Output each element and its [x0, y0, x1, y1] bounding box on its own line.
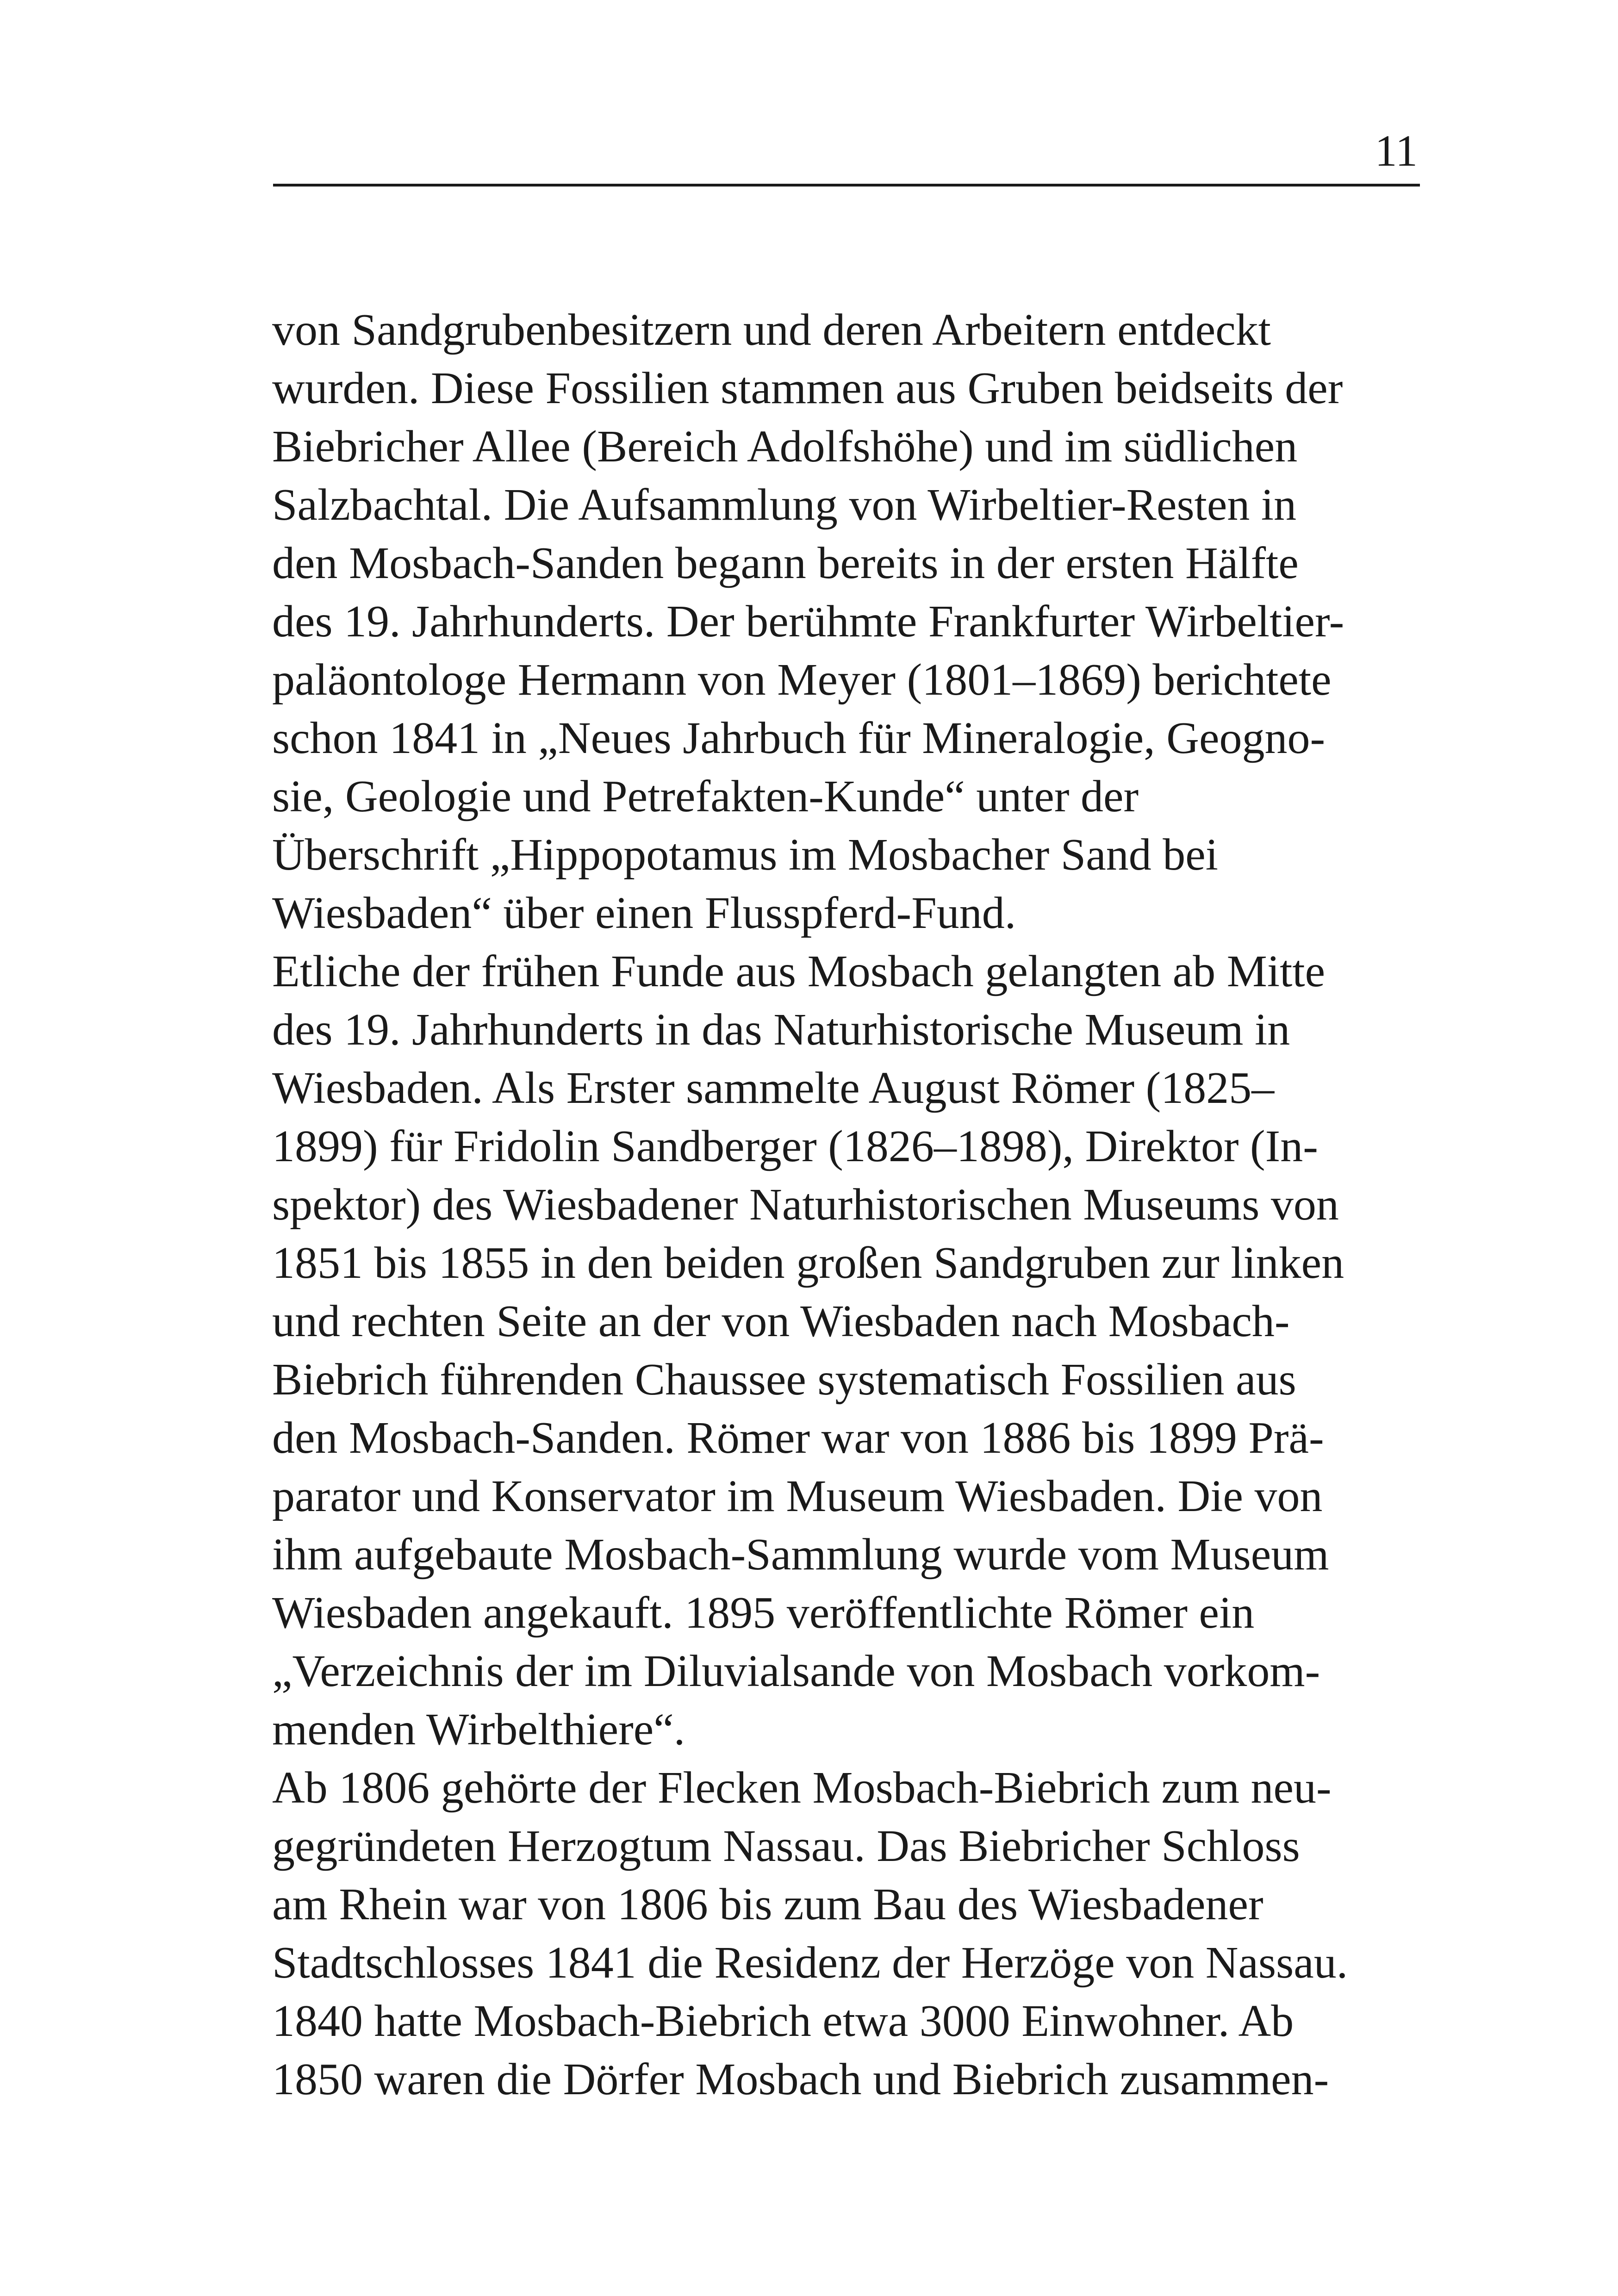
text-line: ihm aufgebaute Mosbach-Sammlung wurde vom Museum: [272, 1530, 1329, 1580]
text-line: den Mosbach-Sanden begann bereits in der ersten Hälfte: [272, 538, 1299, 588]
text-line: parator und Konservator im Museum Wiesbaden. Die von: [272, 1471, 1323, 1521]
text-line: 1840 hatte Mosbach-Biebrich etwa 3000 Einwohner. Ab: [272, 1996, 1294, 2046]
text-line: und rechten Seite an der von Wiesbaden nach Mosbach-: [272, 1296, 1290, 1346]
text-line: des 19. Jahrhunderts. Der berühmte Frankfurter Wirbeltier-: [272, 597, 1344, 647]
text-line: schon 1841 in „Neues Jahrbuch für Mineralogie, Geogno-: [272, 713, 1326, 763]
body-text: [272, 301, 1425, 2109]
text-line: Ab 1806 gehörte der Flecken Mosbach-Biebrich zum neu-: [272, 1763, 1332, 1813]
text-line: „Verzeichnis der im Diluvialsande von Mosbach vorkom-: [272, 1646, 1320, 1696]
header-rule: [273, 184, 1420, 187]
text-line: 1899) für Fridolin Sandberger (1826–1898), Direktor (In-: [272, 1121, 1318, 1171]
text-line: Biebrich führenden Chaussee systematisch Fossilien aus: [272, 1355, 1296, 1405]
text-line: Wiesbaden angekauft. 1895 veröffentlichte Römer ein: [272, 1588, 1255, 1638]
text-line: Etliche der frühen Funde aus Mosbach gelangten ab Mitte: [272, 946, 1326, 996]
text-line: sie, Geologie und Petrefakten-Kunde“ unter der: [272, 772, 1139, 821]
text-line: des 19. Jahrhunderts in das Naturhistorische Museum in: [272, 1005, 1290, 1055]
text-line: wurden. Diese Fossilien stammen aus Gruben beidseits der: [272, 363, 1343, 413]
text-line: am Rhein war von 1806 bis zum Bau des Wiesbadener: [272, 1879, 1263, 1929]
text-line: den Mosbach-Sanden. Römer war von 1886 bis 1899 Prä-: [272, 1413, 1324, 1463]
text-line: Stadtschlosses 1841 die Residenz der Herzöge von Nassau.: [272, 1938, 1348, 1988]
text-line: Wiesbaden“ über einen Flusspferd-Fund.: [272, 888, 1016, 938]
text-line: 1850 waren die Dörfer Mosbach und Biebrich zusammen-: [272, 2054, 1329, 2104]
text-line: Wiesbaden. Als Erster sammelte August Römer (1825–: [272, 1063, 1275, 1113]
text-line: paläontologe Hermann von Meyer (1801–1869) berichtete: [272, 655, 1332, 705]
text-line: spektor) des Wiesbadener Naturhistorischen Museums von: [272, 1180, 1339, 1230]
text-line: von Sandgrubenbesitzern und deren Arbeitern entdeckt: [272, 305, 1271, 355]
text-line: gegründeten Herzogtum Nassau. Das Biebricher Schloss: [272, 1821, 1300, 1871]
text-line: 1851 bis 1855 in den beiden großen Sandgruben zur linken: [272, 1238, 1344, 1288]
text-line: Salzbachtal. Die Aufsammlung von Wirbeltier-Resten in: [272, 480, 1297, 530]
text-line: Überschrift „Hippopotamus im Mosbacher Sand bei: [272, 830, 1218, 880]
text-line: Biebricher Allee (Bereich Adolfshöhe) und im südlichen: [272, 422, 1298, 472]
page-number: 11: [1375, 126, 1418, 175]
text-line: menden Wirbelthiere“.: [272, 1705, 685, 1755]
